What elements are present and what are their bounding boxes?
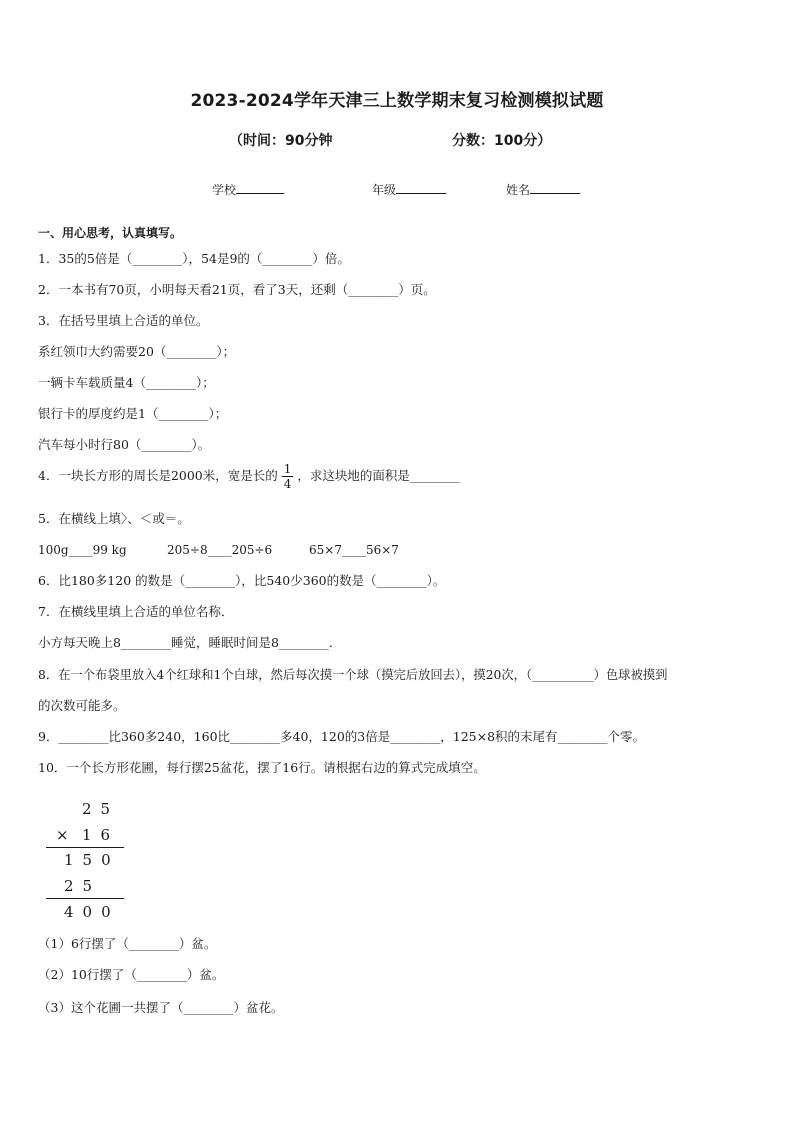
question-3b: 一辆卡车载质量4（________）； xyxy=(38,375,215,390)
grade-field xyxy=(372,181,446,198)
name-field xyxy=(506,181,580,198)
question-10b: （2）10行摆了（________）盆。 xyxy=(38,967,225,982)
question-6: 6．比180多120 的数是（________），比540少360的数是（________）。 xyxy=(38,573,446,588)
fraction-denominator: 4 xyxy=(283,477,292,491)
question-1: 1．35的5倍是（________），54是9的（________）倍。 xyxy=(38,251,350,266)
calc-row-2: 16 xyxy=(82,826,120,844)
school-label: 学校 xyxy=(212,183,237,197)
section-heading: 一、用心思考，认真填写。 xyxy=(38,226,183,240)
question-2: 2．一本书有70页，小明每天看21页，看了3天，还剩（________）页。 xyxy=(38,282,436,297)
question-5: 5．在横线上填〉、＜或＝。 xyxy=(38,511,190,526)
time-label: （时间：90分钟 xyxy=(229,133,333,149)
question-10: 10．一个长方形花圃，每行摆25盆花，摆了16行。请根据右边的算式完成填空。 xyxy=(38,760,486,775)
question-10a: （1）6行摆了（________）盆。 xyxy=(38,936,217,951)
page-title: 2023-2024学年天津三上数学期末复习检测模拟试题 xyxy=(190,91,604,111)
question-8-line1: 8．在一个布袋里放入4个红球和1个白球，然后每次摸一个球（摸完后放回去），摸20次，（__________）色球被摸到 xyxy=(38,668,668,682)
school-field xyxy=(212,181,284,198)
question-3c: 银行卡的厚度约是1（________）； xyxy=(38,406,228,421)
school-blank xyxy=(236,181,284,194)
question-7: 7．在横线里填上合适的单位名称． xyxy=(38,604,234,619)
question-5a: 100g____99 kg xyxy=(38,543,127,557)
question-3: 3．在括号里填上合适的单位。 xyxy=(38,313,209,328)
fraction xyxy=(282,462,294,491)
grade-blank xyxy=(396,181,446,194)
calc-rule-1 xyxy=(46,847,124,848)
question-9: 9．________比360多240，160比________多40，120的3倍是________，125×8积的末尾有________个零。 xyxy=(38,729,646,744)
calc-row-1: 25 xyxy=(82,800,120,818)
calc-rule-2 xyxy=(46,898,124,899)
question-5c: 65×7____56×7 xyxy=(309,543,399,557)
name-label: 姓名 xyxy=(506,183,531,197)
calc-row-5: 400 xyxy=(64,903,120,921)
question-4-tail: ，求这块地的面积是________ xyxy=(297,468,460,483)
question-4-text: 4．一块长方形的周长是2000米，宽是长的 xyxy=(38,468,278,483)
score-label: 分数：100分） xyxy=(452,133,552,149)
question-4 xyxy=(38,462,460,491)
question-3a: 系红领巾大约需要20（________）； xyxy=(38,344,236,359)
question-8-line2: 的次数可能多。 xyxy=(38,698,126,713)
question-7a: 小方每天晚上8________睡觉，睡眠时间是8________． xyxy=(38,635,342,650)
calc-row-3: 150 xyxy=(64,851,120,869)
question-5b: 205÷8____205÷6 xyxy=(167,543,273,557)
grade-label: 年级 xyxy=(372,183,397,197)
calc-operator: × xyxy=(56,826,78,844)
name-blank xyxy=(530,181,580,194)
fraction-numerator: 1 xyxy=(283,462,292,476)
question-3d: 汽车每小时行80（________）。 xyxy=(38,437,211,452)
calc-row-4: 25 xyxy=(64,877,102,895)
question-10c: （3）这个花圃一共摆了（________）盆花。 xyxy=(38,1000,284,1015)
